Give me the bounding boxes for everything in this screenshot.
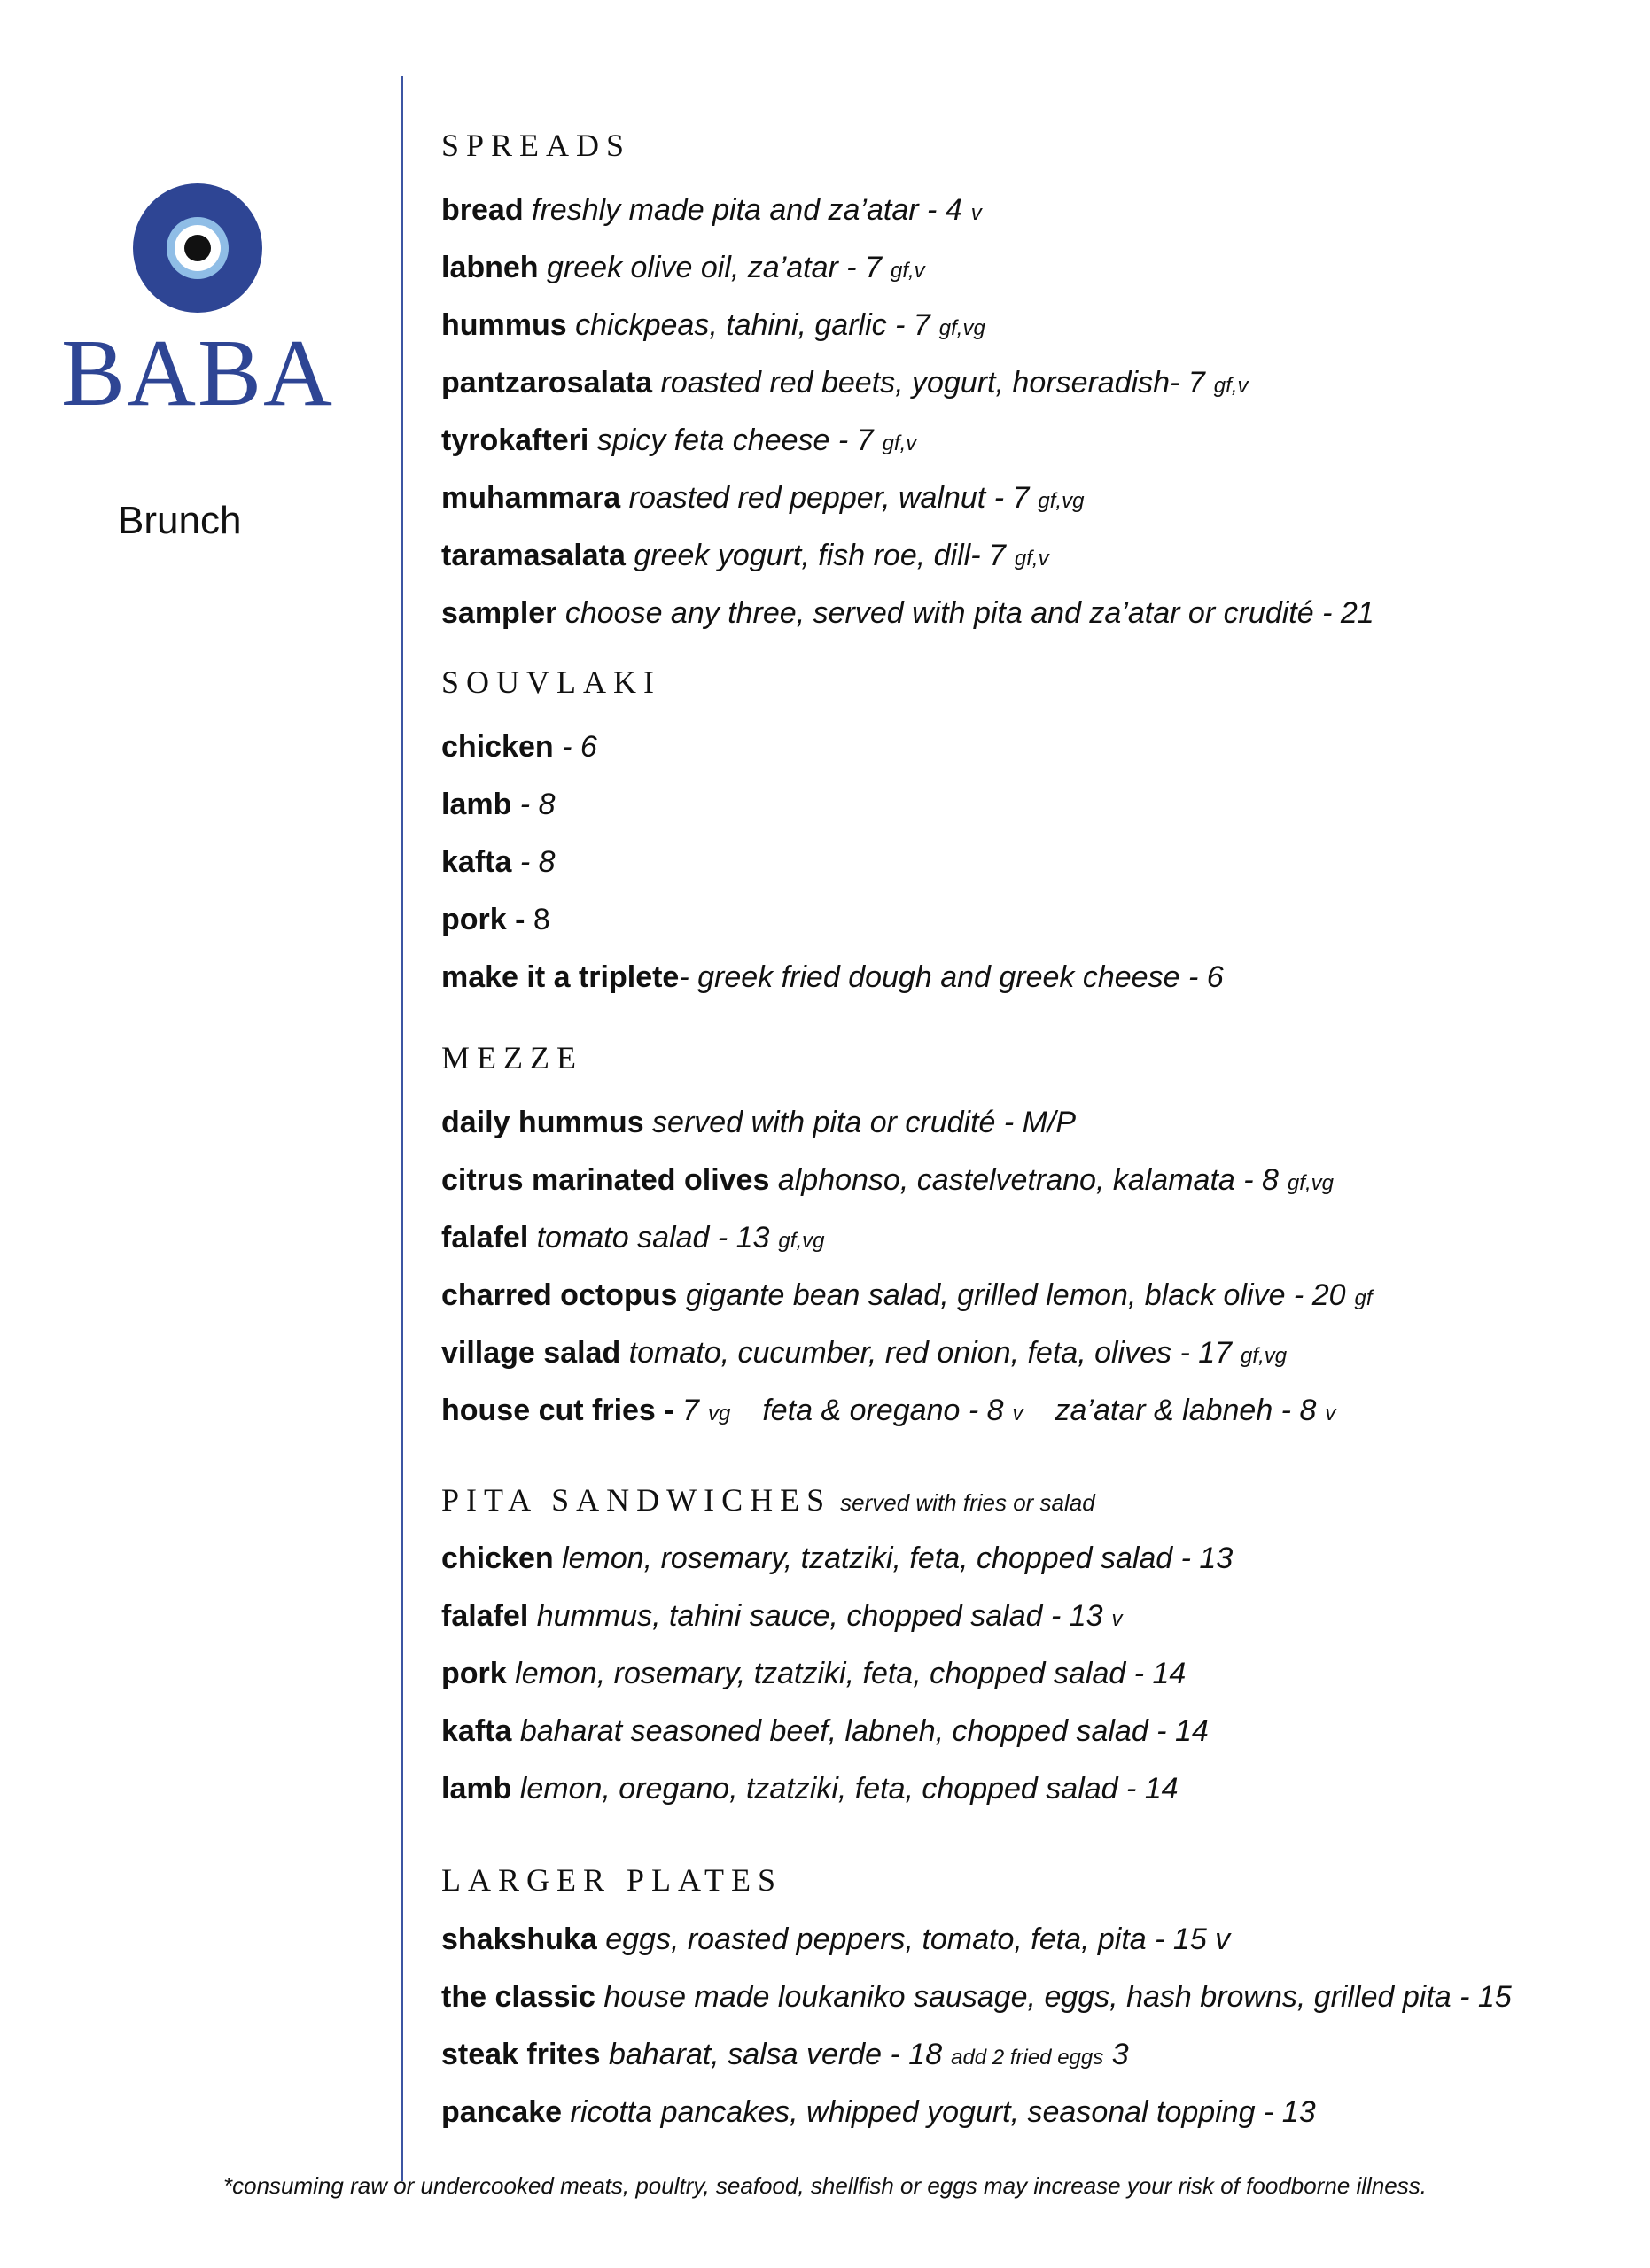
fries-option: feta & oregano - 8 — [762, 1394, 1004, 1427]
item-name: pantzarosalata — [441, 366, 653, 400]
menu-item — [441, 2097, 1316, 2127]
menu-item — [441, 905, 550, 935]
dietary-tag: gf,v — [1014, 547, 1049, 571]
section-heading-pita-sandwiches — [441, 1484, 1095, 1516]
section-heading-spreads: SPREADS — [441, 128, 632, 163]
item-description: lemon, rosemary, tzatziki, feta, chopped salad - 14 — [506, 1657, 1187, 1690]
item-name: kafta — [441, 845, 512, 879]
item-name: daily hummus — [441, 1106, 644, 1139]
item-addon: add 2 fried eggs — [951, 2046, 1104, 2070]
item-name: hummus — [441, 308, 567, 342]
menu-item — [441, 1107, 1076, 1138]
item-description: baharat seasoned beef, labneh, chopped salad - 14 — [511, 1714, 1209, 1748]
section-note: served with fries or salad — [840, 1489, 1095, 1516]
dietary-tag: v — [1012, 1402, 1023, 1425]
item-name: lamb — [441, 1772, 512, 1806]
menu-item — [441, 1601, 1123, 1631]
item-description: - 8 — [511, 845, 556, 879]
item-description: ricotta pancakes, whipped yogurt, seasonal topping - 13 — [562, 2095, 1316, 2129]
item-description: gigante bean salad, grilled lemon, black olive - 20 — [677, 1278, 1346, 1312]
menu-item — [441, 1716, 1209, 1746]
item-price: 7 — [673, 1394, 699, 1427]
item-name: labneh — [441, 251, 539, 284]
item-description: hummus, tahini sauce, chopped salad - 13 — [528, 1599, 1103, 1633]
dietary-tag: gf,vg — [938, 316, 985, 340]
item-description: chickpeas, tahini, garlic - 7 — [566, 308, 930, 342]
dietary-tag: gf,v — [1213, 374, 1249, 398]
section-heading-mezze: MEZZE — [441, 1040, 583, 1076]
brand-sidebar — [0, 0, 401, 2179]
menu-item — [441, 540, 1049, 571]
item-description: alphonso, castelvetrano, kalamata - 8 — [769, 1163, 1279, 1197]
dietary-tag: gf,vg — [1038, 489, 1085, 513]
menu-item — [441, 1774, 1179, 1804]
menu-item — [441, 425, 916, 455]
dietary-tag: v — [1325, 1402, 1336, 1425]
dietary-tag: gf,vg — [778, 1229, 825, 1253]
item-name: pancake — [441, 2095, 563, 2129]
item-name: sampler — [441, 596, 557, 630]
menu-item — [441, 2039, 1129, 2070]
item-name: muhammara — [441, 481, 621, 515]
dietary-tag: gf,vg — [1241, 1344, 1288, 1368]
menu-item — [441, 1223, 824, 1253]
dietary-tag: gf — [1354, 1286, 1373, 1310]
menu-item — [441, 732, 597, 762]
item-description: - 8 — [511, 788, 556, 821]
item-name: lamb — [441, 788, 512, 821]
dietary-tag: gf,v — [882, 431, 917, 455]
item-name: bread — [441, 193, 524, 227]
dietary-tag: v — [970, 201, 982, 225]
item-name: kafta — [441, 1714, 512, 1748]
item-description: freshly made pita and za’atar - 4 — [523, 193, 962, 227]
item-description: choose any three, served with pita and za’atar or crudité - 21 — [556, 596, 1374, 630]
section-heading-larger-plates: LARGER PLATES — [441, 1862, 783, 1898]
item-description: lemon, oregano, tzatziki, feta, chopped salad - 14 — [511, 1772, 1179, 1806]
item-name: taramasalata — [441, 539, 626, 572]
menu-item — [441, 1280, 1373, 1310]
item-name: chicken — [441, 730, 554, 764]
item-name: falafel — [441, 1599, 529, 1633]
menu-item — [441, 598, 1374, 628]
menu-subtitle: Brunch — [118, 499, 242, 542]
menu-item-fries — [441, 1395, 1335, 1425]
item-name: citrus marinated olives — [441, 1163, 770, 1197]
item-name: falafel — [441, 1221, 529, 1254]
menu-item — [441, 1165, 1334, 1195]
disclaimer: *consuming raw or undercooked meats, poultry, seafood, shellfish or eggs may increase your risk of foodborne illness. — [223, 2172, 1427, 2199]
menu-item — [441, 847, 556, 877]
item-name: steak frites — [441, 2038, 601, 2071]
item-description: baharat, salsa verde - 18 — [600, 2038, 943, 2071]
item-name: village salad — [441, 1336, 621, 1370]
menu-item — [441, 1982, 1512, 2012]
item-name: charred octopus — [441, 1278, 678, 1312]
item-name: pork - — [441, 903, 525, 936]
menu-item — [441, 1924, 1230, 1954]
item-description: lemon, rosemary, tzatziki, feta, chopped salad - 13 — [553, 1542, 1234, 1575]
item-description: eggs, roasted peppers, tomato, feta, pita - 15 v — [596, 1922, 1231, 1956]
item-name: house cut fries - — [441, 1394, 674, 1427]
item-description: - greek fried dough and greek cheese - 6 — [679, 960, 1224, 994]
item-description: 8 — [525, 903, 550, 936]
menu-item — [441, 789, 555, 819]
item-description: roasted red pepper, walnut - 7 — [620, 481, 1030, 515]
menu-item — [441, 310, 985, 340]
item-name: tyrokafteri — [441, 423, 589, 457]
item-description: roasted red beets, yogurt, horseradish- 7 — [652, 366, 1205, 400]
dietary-tag: vg — [707, 1402, 731, 1425]
item-description: tomato salad - 13 — [528, 1221, 770, 1254]
brand-name: BABA — [60, 321, 335, 426]
item-name: shakshuka — [441, 1922, 597, 1956]
evil-eye-icon — [133, 183, 262, 313]
item-name: chicken — [441, 1542, 554, 1575]
item-addon-price: 3 — [1111, 2038, 1129, 2071]
menu-item — [441, 1338, 1287, 1368]
item-name: make it a triplete — [441, 960, 680, 994]
menu-item — [441, 1543, 1233, 1573]
item-description: served with pita or crudité - M/P — [643, 1106, 1077, 1139]
dietary-tag: gf,v — [890, 259, 925, 283]
section-heading-text: PITA SANDWICHES — [441, 1482, 832, 1518]
menu-item — [441, 1658, 1186, 1689]
item-description: greek olive oil, za’atar - 7 — [538, 251, 882, 284]
dietary-tag: gf,vg — [1287, 1171, 1334, 1195]
vertical-divider — [401, 76, 403, 2181]
item-description: house made loukaniko sausage, eggs, hash browns, grilled pita - 15 — [595, 1980, 1512, 2014]
menu-item — [441, 252, 925, 283]
menu-item — [441, 483, 1084, 513]
section-heading-souvlaki: SOUVLAKI — [441, 664, 661, 700]
item-description: tomato, cucumber, red onion, feta, olives - 17 — [620, 1336, 1233, 1370]
item-name: pork — [441, 1657, 507, 1690]
fries-option: za’atar & labneh - 8 — [1055, 1394, 1317, 1427]
dietary-tag: v — [1111, 1607, 1123, 1631]
item-name: the classic — [441, 1980, 595, 2014]
menu-item — [441, 195, 982, 225]
item-description: spicy feta cheese - 7 — [588, 423, 874, 457]
menu-item — [441, 368, 1248, 398]
item-description: greek yogurt, fish roe, dill- 7 — [625, 539, 1006, 572]
item-description: - 6 — [553, 730, 597, 764]
menu-item — [441, 962, 1224, 992]
